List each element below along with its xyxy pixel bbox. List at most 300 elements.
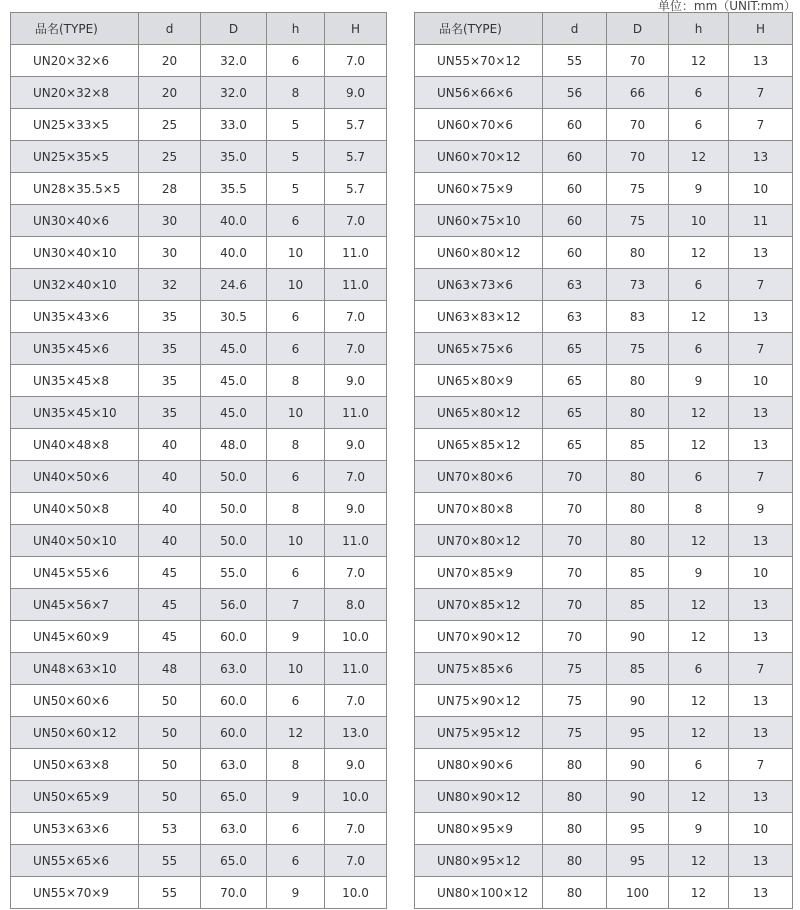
cell-H: 7 [729, 749, 793, 781]
cell-H: 9 [729, 493, 793, 525]
cell-d: 55 [543, 45, 607, 77]
cell-h: 8 [669, 493, 729, 525]
table-row [11, 365, 387, 397]
column-header-h: h [669, 13, 729, 45]
cell-type: UN45×55×6 [11, 557, 139, 589]
cell-d: 32 [139, 269, 201, 301]
cell-h: 12 [669, 781, 729, 813]
cell-d: 50 [139, 749, 201, 781]
cell-h: 9 [669, 173, 729, 205]
cell-H: 11.0 [325, 653, 387, 685]
table-row [11, 397, 387, 429]
cell-d: 70 [543, 461, 607, 493]
table-row [415, 397, 793, 429]
cell-d: 30 [139, 205, 201, 237]
table-row [415, 205, 793, 237]
cell-d: 75 [543, 653, 607, 685]
cell-h: 12 [669, 397, 729, 429]
table-row [11, 429, 387, 461]
cell-D: 33.0 [201, 109, 267, 141]
cell-type: UN60×70×6 [415, 109, 543, 141]
cell-type: UN30×40×10 [11, 237, 139, 269]
cell-h: 12 [669, 589, 729, 621]
cell-D: 30.5 [201, 301, 267, 333]
table-row [415, 109, 793, 141]
cell-D: 70.0 [201, 877, 267, 909]
cell-h: 10 [267, 237, 325, 269]
cell-d: 28 [139, 173, 201, 205]
cell-H: 7 [729, 77, 793, 109]
cell-d: 60 [543, 237, 607, 269]
cell-h: 6 [267, 333, 325, 365]
cell-d: 40 [139, 525, 201, 557]
cell-d: 40 [139, 429, 201, 461]
table-row [11, 685, 387, 717]
cell-h: 6 [669, 77, 729, 109]
cell-h: 9 [669, 557, 729, 589]
cell-h: 6 [267, 813, 325, 845]
table-row [11, 461, 387, 493]
cell-D: 90 [607, 685, 669, 717]
table-row [11, 269, 387, 301]
cell-d: 55 [139, 877, 201, 909]
cell-type: UN56×66×6 [415, 77, 543, 109]
cell-D: 80 [607, 237, 669, 269]
cell-H: 7.0 [325, 45, 387, 77]
cell-type: UN25×35×5 [11, 141, 139, 173]
table-row [11, 749, 387, 781]
cell-d: 20 [139, 77, 201, 109]
cell-h: 10 [267, 397, 325, 429]
table-row [415, 269, 793, 301]
cell-d: 80 [543, 877, 607, 909]
column-header-H: H [325, 13, 387, 45]
cell-H: 10 [729, 365, 793, 397]
cell-H: 13 [729, 429, 793, 461]
cell-h: 10 [267, 525, 325, 557]
cell-h: 10 [267, 653, 325, 685]
cell-type: UN80×95×9 [415, 813, 543, 845]
cell-H: 10.0 [325, 781, 387, 813]
cell-type: UN50×63×8 [11, 749, 139, 781]
cell-type: UN60×70×12 [415, 141, 543, 173]
cell-d: 40 [139, 493, 201, 525]
cell-d: 70 [543, 589, 607, 621]
cell-D: 45.0 [201, 397, 267, 429]
cell-type: UN60×80×12 [415, 237, 543, 269]
cell-D: 50.0 [201, 493, 267, 525]
table-row [11, 525, 387, 557]
cell-H: 10 [729, 173, 793, 205]
table-row [415, 365, 793, 397]
cell-D: 80 [607, 525, 669, 557]
cell-h: 12 [669, 525, 729, 557]
cell-type: UN70×80×8 [415, 493, 543, 525]
table-row [415, 333, 793, 365]
cell-D: 85 [607, 429, 669, 461]
cell-D: 24.6 [201, 269, 267, 301]
cell-D: 40.0 [201, 237, 267, 269]
cell-type: UN55×70×12 [415, 45, 543, 77]
cell-d: 70 [543, 493, 607, 525]
table-row [415, 557, 793, 589]
cell-h: 12 [669, 717, 729, 749]
cell-d: 60 [543, 109, 607, 141]
cell-H: 10 [729, 557, 793, 589]
cell-type: UN63×73×6 [415, 269, 543, 301]
table-row [11, 653, 387, 685]
cell-type: UN40×50×10 [11, 525, 139, 557]
table-row [11, 621, 387, 653]
table-row [415, 653, 793, 685]
column-header-type: 品名(TYPE) [11, 13, 139, 45]
cell-D: 75 [607, 333, 669, 365]
cell-H: 11.0 [325, 269, 387, 301]
cell-H: 13 [729, 525, 793, 557]
cell-type: UN40×50×6 [11, 461, 139, 493]
cell-H: 11.0 [325, 237, 387, 269]
cell-h: 6 [267, 557, 325, 589]
table-row [415, 45, 793, 77]
cell-h: 12 [669, 877, 729, 909]
cell-D: 35.5 [201, 173, 267, 205]
cell-d: 56 [543, 77, 607, 109]
cell-H: 9.0 [325, 365, 387, 397]
cell-D: 80 [607, 397, 669, 429]
cell-type: UN55×65×6 [11, 845, 139, 877]
cell-D: 56.0 [201, 589, 267, 621]
cell-H: 7.0 [325, 557, 387, 589]
cell-D: 95 [607, 813, 669, 845]
cell-type: UN65×85×12 [415, 429, 543, 461]
cell-H: 5.7 [325, 141, 387, 173]
cell-H: 13 [729, 877, 793, 909]
cell-d: 25 [139, 141, 201, 173]
cell-type: UN70×85×9 [415, 557, 543, 589]
cell-d: 48 [139, 653, 201, 685]
cell-D: 60.0 [201, 685, 267, 717]
cell-type: UN70×80×12 [415, 525, 543, 557]
cell-d: 60 [543, 141, 607, 173]
column-header-d: d [139, 13, 201, 45]
cell-H: 13 [729, 397, 793, 429]
table-row [415, 301, 793, 333]
cell-D: 85 [607, 557, 669, 589]
cell-D: 50.0 [201, 525, 267, 557]
cell-d: 30 [139, 237, 201, 269]
table-row [11, 45, 387, 77]
cell-d: 35 [139, 365, 201, 397]
cell-type: UN80×95×12 [415, 845, 543, 877]
cell-type: UN32×40×10 [11, 269, 139, 301]
cell-H: 7 [729, 269, 793, 301]
cell-D: 75 [607, 173, 669, 205]
cell-H: 7.0 [325, 845, 387, 877]
cell-d: 20 [139, 45, 201, 77]
cell-D: 80 [607, 493, 669, 525]
cell-type: UN70×85×12 [415, 589, 543, 621]
cell-type: UN65×80×9 [415, 365, 543, 397]
cell-h: 10 [669, 205, 729, 237]
table-row [415, 845, 793, 877]
cell-D: 90 [607, 621, 669, 653]
cell-d: 75 [543, 717, 607, 749]
cell-h: 6 [669, 109, 729, 141]
cell-h: 6 [267, 205, 325, 237]
cell-d: 55 [139, 845, 201, 877]
table-row [415, 173, 793, 205]
cell-type: UN48×63×10 [11, 653, 139, 685]
cell-type: UN80×90×6 [415, 749, 543, 781]
table-row [11, 237, 387, 269]
cell-type: UN40×50×8 [11, 493, 139, 525]
cell-H: 7.0 [325, 813, 387, 845]
cell-type: UN35×45×6 [11, 333, 139, 365]
cell-H: 13 [729, 301, 793, 333]
cell-d: 50 [139, 685, 201, 717]
cell-H: 10.0 [325, 877, 387, 909]
cell-h: 8 [267, 365, 325, 397]
cell-h: 6 [669, 461, 729, 493]
cell-d: 80 [543, 781, 607, 813]
cell-D: 65.0 [201, 781, 267, 813]
cell-d: 63 [543, 301, 607, 333]
table-header-row [415, 13, 793, 45]
cell-type: UN70×80×6 [415, 461, 543, 493]
cell-d: 80 [543, 813, 607, 845]
cell-H: 13 [729, 141, 793, 173]
cell-h: 9 [267, 877, 325, 909]
table-row [415, 685, 793, 717]
cell-h: 9 [669, 813, 729, 845]
cell-h: 12 [669, 429, 729, 461]
cell-H: 9.0 [325, 749, 387, 781]
cell-h: 12 [669, 621, 729, 653]
cell-h: 9 [267, 781, 325, 813]
cell-D: 70 [607, 109, 669, 141]
table-row [11, 333, 387, 365]
table-row [415, 429, 793, 461]
column-header-h: h [267, 13, 325, 45]
cell-h: 6 [267, 845, 325, 877]
cell-D: 32.0 [201, 45, 267, 77]
table-row [415, 525, 793, 557]
table-header-row [11, 13, 387, 45]
cell-d: 40 [139, 461, 201, 493]
cell-type: UN65×80×12 [415, 397, 543, 429]
cell-d: 70 [543, 557, 607, 589]
cell-D: 55.0 [201, 557, 267, 589]
cell-d: 70 [543, 621, 607, 653]
cell-d: 65 [543, 365, 607, 397]
cell-h: 8 [267, 749, 325, 781]
column-header-D: D [607, 13, 669, 45]
cell-d: 60 [543, 205, 607, 237]
cell-H: 13 [729, 781, 793, 813]
cell-type: UN28×35.5×5 [11, 173, 139, 205]
cell-d: 63 [543, 269, 607, 301]
cell-D: 100 [607, 877, 669, 909]
cell-D: 63.0 [201, 813, 267, 845]
cell-d: 75 [543, 685, 607, 717]
table-row [415, 141, 793, 173]
column-header-type: 品名(TYPE) [415, 13, 543, 45]
table-row [11, 493, 387, 525]
cell-type: UN80×100×12 [415, 877, 543, 909]
cell-D: 95 [607, 717, 669, 749]
cell-H: 13 [729, 685, 793, 717]
cell-H: 13 [729, 237, 793, 269]
cell-type: UN50×60×6 [11, 685, 139, 717]
cell-type: UN35×43×6 [11, 301, 139, 333]
cell-type: UN65×75×6 [415, 333, 543, 365]
cell-H: 10 [729, 813, 793, 845]
cell-h: 5 [267, 173, 325, 205]
cell-D: 40.0 [201, 205, 267, 237]
cell-D: 65.0 [201, 845, 267, 877]
cell-H: 7.0 [325, 301, 387, 333]
cell-d: 50 [139, 781, 201, 813]
cell-H: 7.0 [325, 461, 387, 493]
column-header-H: H [729, 13, 793, 45]
cell-h: 6 [267, 45, 325, 77]
cell-d: 25 [139, 109, 201, 141]
cell-D: 32.0 [201, 77, 267, 109]
cell-type: UN35×45×8 [11, 365, 139, 397]
cell-type: UN25×33×5 [11, 109, 139, 141]
cell-h: 6 [669, 269, 729, 301]
cell-type: UN35×45×10 [11, 397, 139, 429]
cell-h: 5 [267, 141, 325, 173]
cell-H: 7 [729, 461, 793, 493]
cell-H: 13.0 [325, 717, 387, 749]
cell-H: 13 [729, 45, 793, 77]
table-row [11, 205, 387, 237]
cell-d: 60 [543, 173, 607, 205]
cell-h: 8 [267, 493, 325, 525]
cell-D: 63.0 [201, 749, 267, 781]
cell-h: 6 [267, 461, 325, 493]
cell-H: 7.0 [325, 333, 387, 365]
cell-type: UN50×60×12 [11, 717, 139, 749]
cell-D: 60.0 [201, 621, 267, 653]
cell-d: 65 [543, 397, 607, 429]
cell-h: 9 [669, 365, 729, 397]
cell-D: 48.0 [201, 429, 267, 461]
cell-d: 35 [139, 301, 201, 333]
cell-type: UN30×40×6 [11, 205, 139, 237]
table-row [11, 77, 387, 109]
cell-D: 85 [607, 589, 669, 621]
cell-d: 53 [139, 813, 201, 845]
cell-h: 9 [267, 621, 325, 653]
column-header-D: D [201, 13, 267, 45]
table-row [415, 77, 793, 109]
table-row [11, 109, 387, 141]
cell-d: 45 [139, 557, 201, 589]
cell-type: UN20×32×8 [11, 77, 139, 109]
cell-h: 12 [669, 301, 729, 333]
table-row [11, 589, 387, 621]
cell-type: UN20×32×6 [11, 45, 139, 77]
cell-D: 63.0 [201, 653, 267, 685]
cell-type: UN75×90×12 [415, 685, 543, 717]
table-row [11, 877, 387, 909]
cell-d: 45 [139, 621, 201, 653]
cell-type: UN45×56×7 [11, 589, 139, 621]
cell-d: 35 [139, 333, 201, 365]
cell-h: 6 [669, 333, 729, 365]
cell-h: 12 [669, 45, 729, 77]
cell-D: 80 [607, 461, 669, 493]
table-row [415, 717, 793, 749]
cell-type: UN75×95×12 [415, 717, 543, 749]
cell-type: UN60×75×10 [415, 205, 543, 237]
cell-D: 35.0 [201, 141, 267, 173]
cell-H: 9.0 [325, 77, 387, 109]
cell-H: 13 [729, 845, 793, 877]
cell-H: 7.0 [325, 685, 387, 717]
cell-h: 12 [267, 717, 325, 749]
cell-D: 45.0 [201, 333, 267, 365]
cell-D: 70 [607, 45, 669, 77]
column-header-d: d [543, 13, 607, 45]
table-row [415, 493, 793, 525]
cell-d: 45 [139, 589, 201, 621]
table-row [11, 845, 387, 877]
cell-type: UN75×85×6 [415, 653, 543, 685]
cell-d: 50 [139, 717, 201, 749]
cell-h: 6 [267, 301, 325, 333]
cell-h: 8 [267, 429, 325, 461]
cell-h: 10 [267, 269, 325, 301]
table-row [415, 877, 793, 909]
cell-D: 80 [607, 365, 669, 397]
spec-table-left [10, 12, 387, 909]
cell-type: UN50×65×9 [11, 781, 139, 813]
cell-type: UN53×63×6 [11, 813, 139, 845]
cell-d: 65 [543, 429, 607, 461]
cell-D: 45.0 [201, 365, 267, 397]
cell-h: 7 [267, 589, 325, 621]
cell-H: 13 [729, 621, 793, 653]
cell-H: 9.0 [325, 429, 387, 461]
spec-table-right [414, 12, 793, 909]
table-row [415, 749, 793, 781]
table-row [11, 141, 387, 173]
cell-D: 75 [607, 205, 669, 237]
cell-d: 65 [543, 333, 607, 365]
cell-D: 95 [607, 845, 669, 877]
table-row [415, 621, 793, 653]
cell-H: 5.7 [325, 173, 387, 205]
table-row [11, 717, 387, 749]
cell-H: 9.0 [325, 493, 387, 525]
cell-h: 12 [669, 685, 729, 717]
cell-d: 80 [543, 845, 607, 877]
cell-D: 83 [607, 301, 669, 333]
cell-H: 11.0 [325, 525, 387, 557]
unit-note: 单位：mm（UNIT:mm） [657, 0, 796, 13]
cell-type: UN70×90×12 [415, 621, 543, 653]
cell-D: 73 [607, 269, 669, 301]
cell-d: 70 [543, 525, 607, 557]
table-row [11, 813, 387, 845]
cell-H: 11 [729, 205, 793, 237]
cell-H: 8.0 [325, 589, 387, 621]
table-row [415, 781, 793, 813]
cell-h: 5 [267, 109, 325, 141]
